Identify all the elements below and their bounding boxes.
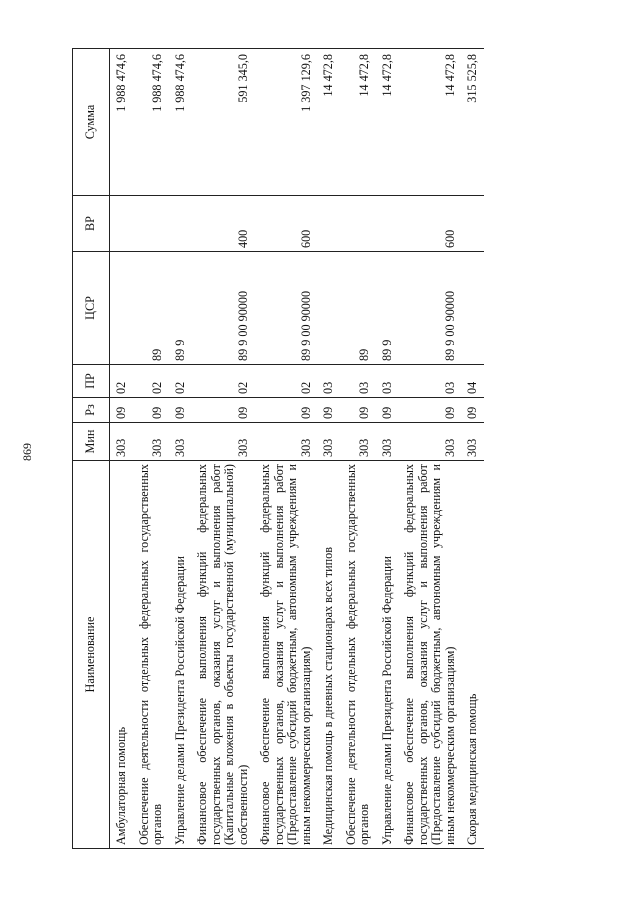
header-csr: ЦСР (73, 252, 110, 365)
header-pr: ПР (73, 365, 110, 398)
cell-csr: 89 (340, 252, 376, 365)
cell-sum: 1 988 474,6 (133, 49, 169, 196)
cell-name: Управление делами Президента Российской Федерации (169, 461, 192, 849)
cell-min: 303 (169, 423, 192, 461)
cell-sum: 14 472,8 (317, 49, 340, 196)
cell-rz: 09 (398, 398, 461, 423)
cell-name: Финансовое обеспечение выполнения функций федеральных государственных органов, оказания услуг и выполнения работ (Предоставление субсидий бюджетным, автономным учреждениям и иным некоммерческим организациям) (398, 461, 461, 849)
cell-pr: 03 (376, 365, 399, 398)
cell-min: 303 (376, 423, 399, 461)
cell-vr (340, 196, 376, 252)
cell-min: 303 (398, 423, 461, 461)
cell-sum: 591 345,0 (191, 49, 254, 196)
cell-vr (376, 196, 399, 252)
cell-csr (110, 252, 133, 365)
header-row (73, 49, 110, 849)
cell-rz: 09 (191, 398, 254, 423)
cell-csr: 89 9 00 90000 (254, 252, 317, 365)
cell-vr (317, 196, 340, 252)
table-row (191, 49, 254, 849)
cell-pr: 03 (340, 365, 376, 398)
cell-name: Медицинская помощь в дневных стационарах всех типов (317, 461, 340, 849)
cell-sum: 1 988 474,6 (110, 49, 133, 196)
cell-rz: 09 (169, 398, 192, 423)
cell-pr: 02 (191, 365, 254, 398)
cell-pr: 02 (133, 365, 169, 398)
table-row (254, 49, 317, 849)
cell-sum: 1 397 129,6 (254, 49, 317, 196)
cell-rz: 09 (110, 398, 133, 423)
table-row (169, 49, 192, 849)
table-header (73, 49, 110, 849)
cell-name: Финансовое обеспечение выполнения функций федеральных государственных органов, оказания услуг и выполнения работ (Капитальные вложения в объекты государственной (муниципальной) собственности) (191, 461, 254, 849)
cell-min: 303 (461, 423, 484, 461)
cell-pr: 02 (110, 365, 133, 398)
header-sum: Сумма (73, 49, 110, 196)
cell-csr: 89 9 (169, 252, 192, 365)
table-row (461, 49, 484, 849)
cell-min: 303 (317, 423, 340, 461)
cell-sum: 14 472,8 (340, 49, 376, 196)
budget-table (72, 48, 484, 849)
cell-name: Управление делами Президента Российской Федерации (376, 461, 399, 849)
header-name: Наименование (73, 461, 110, 849)
cell-rz: 09 (317, 398, 340, 423)
cell-name: Амбулаторная помощь (110, 461, 133, 849)
table-row (110, 49, 133, 849)
cell-rz: 09 (461, 398, 484, 423)
cell-csr: 89 9 00 90000 (191, 252, 254, 365)
cell-vr (133, 196, 169, 252)
cell-rz: 09 (376, 398, 399, 423)
cell-csr: 89 (133, 252, 169, 365)
cell-pr: 03 (317, 365, 340, 398)
cell-sum: 1 988 474,6 (169, 49, 192, 196)
cell-pr: 03 (398, 365, 461, 398)
cell-min: 303 (110, 423, 133, 461)
cell-vr (110, 196, 133, 252)
page-number: 869 (20, 443, 34, 461)
header-rz: Рз (73, 398, 110, 423)
cell-pr: 02 (169, 365, 192, 398)
cell-name: Скорая медицинская помощь (461, 461, 484, 849)
table-row (133, 49, 169, 849)
cell-vr: 600 (398, 196, 461, 252)
cell-csr (317, 252, 340, 365)
table-row (317, 49, 340, 849)
cell-min: 303 (191, 423, 254, 461)
header-min: Мин (73, 423, 110, 461)
rotated-page-content (72, 49, 582, 849)
cell-sum: 315 525,8 (461, 49, 484, 196)
cell-pr: 04 (461, 365, 484, 398)
cell-pr: 02 (254, 365, 317, 398)
cell-sum: 14 472,8 (376, 49, 399, 196)
header-vr: ВР (73, 196, 110, 252)
cell-sum: 14 472,8 (398, 49, 461, 196)
table-row (398, 49, 461, 849)
cell-rz: 09 (133, 398, 169, 423)
cell-vr (461, 196, 484, 252)
cell-csr: 89 9 (376, 252, 399, 365)
cell-csr (461, 252, 484, 365)
cell-vr (169, 196, 192, 252)
cell-min: 303 (340, 423, 376, 461)
cell-vr: 400 (191, 196, 254, 252)
cell-rz: 09 (340, 398, 376, 423)
table-row (340, 49, 376, 849)
cell-csr: 89 9 00 90000 (398, 252, 461, 365)
cell-name: Обеспечение деятельности отдельных федеральных государственных органов (133, 461, 169, 849)
cell-name: Обеспечение деятельности отдельных федеральных государственных органов (340, 461, 376, 849)
table-row (376, 49, 399, 849)
cell-vr: 600 (254, 196, 317, 252)
cell-rz: 09 (254, 398, 317, 423)
cell-name: Финансовое обеспечение выполнения функций федеральных государственных органов, оказания услуг и выполнения работ (Предоставление субсидий бюджетным, автономным учреждениям и иным некоммерческим организациям) (254, 461, 317, 849)
cell-min: 303 (133, 423, 169, 461)
cell-min: 303 (254, 423, 317, 461)
table-body (110, 49, 484, 849)
